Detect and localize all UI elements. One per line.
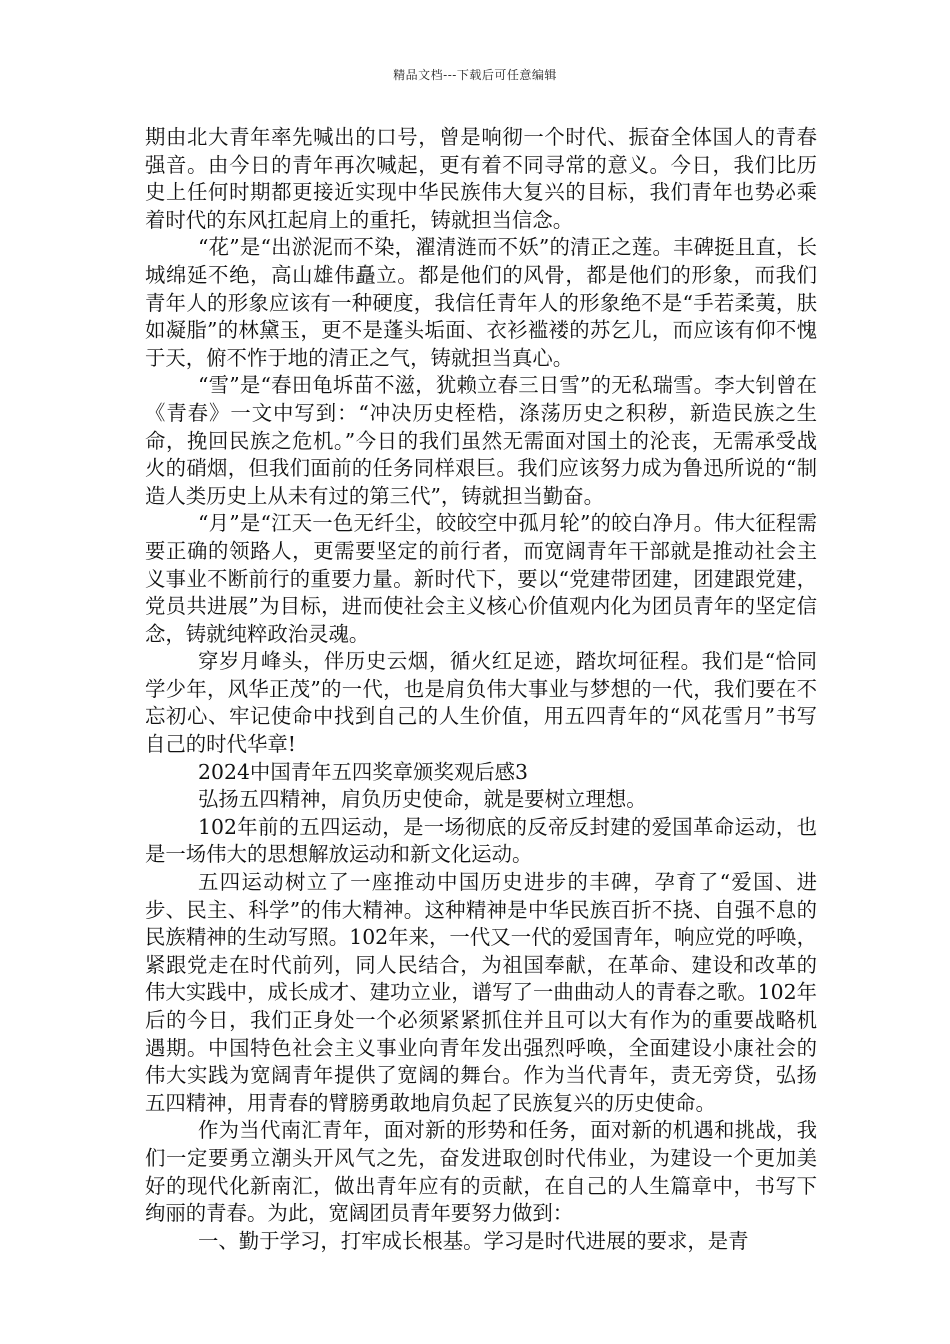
paragraph: “雪”是“春田龟坼苗不滋，犹赖立春三日雪”的无私瑞雪。李大钊曾在《青春》一文中写到：“冲决历史桎梏，涤荡历史之积秽，新造民族之生命，挽回民族之危机。”今日的我们虽然无需面对国土的沦丧，无需承受战火的硝烟，但我们面前的任务同样艰巨。我们应该努力成为鲁迅所说的“制造人类历史上从未有过的第三代”，铸就担当勤奋。: [145, 373, 817, 508]
paragraph: 一、勤于学习，打牢成长根基。学习是时代进展的要求，是青: [198, 1228, 749, 1253]
paragraph: “月”是“江天一色无纤尘，皎皎空中孤月轮”的皎白净月。伟大征程需要正确的领路人，更需要坚定的前行者，而宽阔青年干部就是推动社会主义事业不断前行的重要力量。新时代下，要以“党建带团建，团建跟党建，党员共进展”为目标，进而使社会主义核心价值观内化为团员青年的坚定信念，铸就纯粹政治灵魂。: [145, 511, 817, 646]
document-body: [145, 124, 817, 1255]
paragraph: 五四运动树立了一座推动中国历史进步的丰碑，孕育了“爱国、进步、民主、科学”的伟大精神。这种精神是中华民族百折不挠、自强不息的民族精神的生动写照。102年来，一代又一代的爱国青年，响应党的呼唤，紧跟党走在时代前列，同人民结合，为祖国奉献，在革命、建设和改革的伟大实践中，成长成才、建功立业，谱写了一曲曲动人的青春之歌。102年后的今日，我们正身处一个必须紧紧抓住并且可以大有作为的重要战略机遇期。中国特色社会主义事业向青年发出强烈呼唤，全面建设小康社会的伟大实践为宽阔青年提供了宽阔的舞台。作为当代青年，责无旁贷，弘扬五四精神，用青春的臂膀勇敢地肩负起了民族复兴的历史使命。: [145, 870, 817, 1115]
paragraph: 作为当代南汇青年，面对新的形势和任务，面对新的机遇和挑战，我们一定要勇立潮头开风气之先，奋发进取创时代伟业，为建设一个更加美好的现代化新南汇，做出青年应有的贡献，在自己的人生篇章中，书写下绚丽的青春。为此，宽阔团员青年要努力做到：: [145, 1118, 817, 1226]
paragraph: 期由北大青年率先喊出的口号，曾是响彻一个时代、振奋全体国人的青春强音。由今日的青年再次喊起，更有着不同寻常的意义。今日，我们比历史上任何时期都更接近实现中华民族伟大复兴的目标，我们青年也势必乘着时代的东风扛起肩上的重托，铸就担当信念。: [145, 125, 817, 232]
paragraph: 弘扬五四精神，肩负历史使命，就是要树立理想。: [198, 787, 647, 812]
paragraph: 穿岁月峰头，伴历史云烟，循火红足迹，踏坎坷征程。我们是“恰同学少年，风华正茂”的一代，也是肩负伟大事业与梦想的一代，我们要在不忘初心、牢记使命中找到自己的人生价值，用五四青年的“风花雪月”书写自己的时代华章!: [145, 649, 817, 757]
paragraph: 102年前的五四运动，是一场彻底的反帝反封建的爱国革命运动，也是一场伟大的思想解放运动和新文化运动。: [145, 814, 817, 867]
section-heading: 2024中国青年五四奖章颁奖观后感3: [198, 759, 528, 784]
paragraph: “花”是“出淤泥而不染，濯清涟而不妖”的清正之莲。丰碑挺且直，长城绵延不绝，高山雄伟矗立。都是他们的风骨，都是他们的形象，而我们青年人的形象应该有一种硬度，我信任青年人的形象绝不是“手若柔荑，肤如凝脂”的林黛玉，更不是蓬头垢面、衣衫褴褛的苏乞儿，而应该有仰不愧于天，俯不怍于地的清正之气，铸就担当真心。: [145, 235, 817, 370]
page-header: 精品文档---下载后可任意编辑: [393, 68, 557, 82]
